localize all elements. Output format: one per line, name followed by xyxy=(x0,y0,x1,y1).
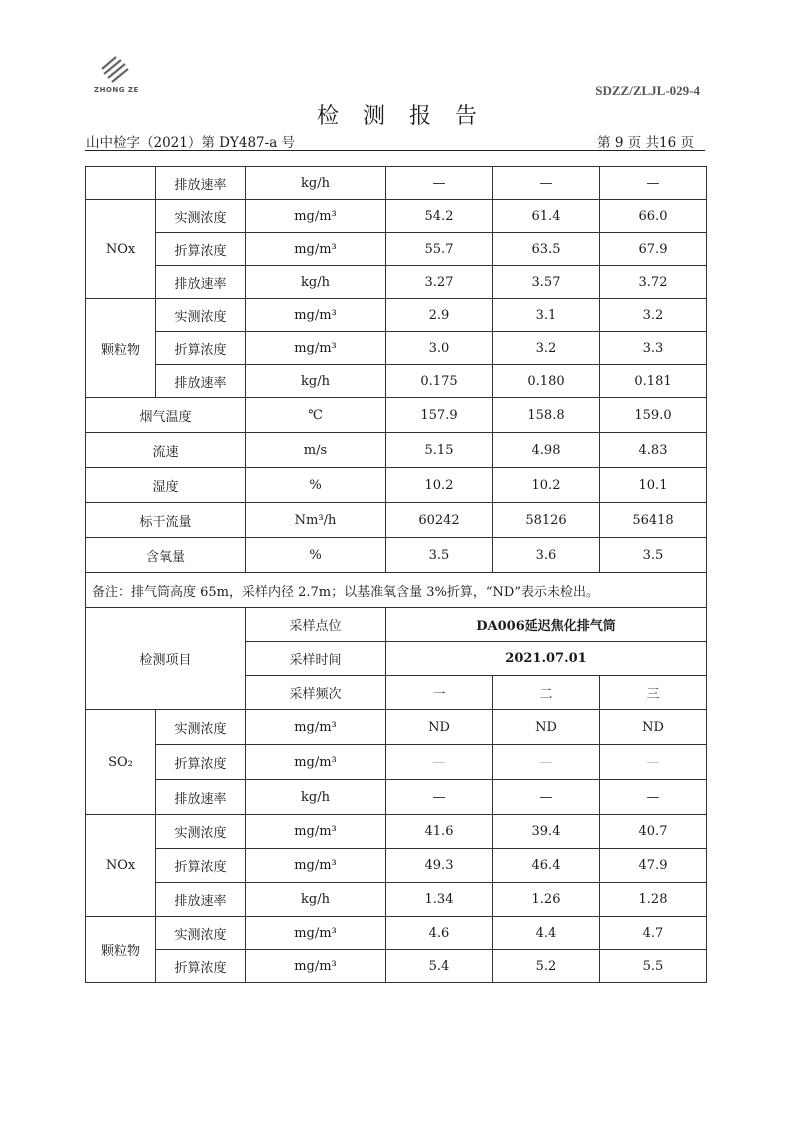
value-cell: 0.181 xyxy=(600,365,707,398)
value-cell: — xyxy=(493,745,600,780)
group-label-so2: SO₂ xyxy=(86,710,156,815)
unit-cell: mg/m³ xyxy=(246,815,386,849)
param-cell: 烟气温度 xyxy=(86,398,246,433)
value-cell: 39.4 xyxy=(493,815,600,849)
value-cell: 56418 xyxy=(600,503,707,538)
unit-cell: mg/m³ xyxy=(246,233,386,266)
item-cell: 实测浓度 xyxy=(156,815,246,849)
value-cell: 3.27 xyxy=(386,266,493,299)
page-title: 检测报告 xyxy=(316,104,501,129)
item-cell: 排放速率 xyxy=(156,883,246,917)
point-value: DA006延迟焦化排气筒 xyxy=(386,608,707,642)
value-cell: 4.98 xyxy=(493,433,600,468)
value-cell: 66.0 xyxy=(600,200,707,233)
value-cell: — xyxy=(386,780,493,815)
value-cell: 41.6 xyxy=(386,815,493,849)
param-cell: 标干流量 xyxy=(86,503,246,538)
value-cell: 1.28 xyxy=(600,883,707,917)
freq-cell: 二 xyxy=(493,676,600,710)
page-info: 第 9 页 共16 页 xyxy=(597,135,694,151)
table-row xyxy=(86,433,707,468)
group-label-particulates: 颗粒物 xyxy=(86,299,156,398)
unit-cell: kg/h xyxy=(246,883,386,917)
value-cell: ND xyxy=(493,710,600,745)
value-cell: 10.2 xyxy=(493,468,600,503)
table-row xyxy=(86,167,707,200)
table-row xyxy=(86,398,707,433)
value-cell: 10.1 xyxy=(600,468,707,503)
value-cell: 2.9 xyxy=(386,299,493,332)
item-cell: 实测浓度 xyxy=(156,710,246,745)
value-cell: 0.175 xyxy=(386,365,493,398)
value-cell: — xyxy=(600,780,707,815)
table-row xyxy=(86,950,707,983)
param-cell: 含氧量 xyxy=(86,538,246,573)
value-cell: 40.7 xyxy=(600,815,707,849)
value-cell: 10.2 xyxy=(386,468,493,503)
document-code: SDZZ/ZLJL-029-4 xyxy=(595,83,700,98)
unit-cell: ℃ xyxy=(246,398,386,433)
value-cell: 3.5 xyxy=(386,538,493,573)
group-label-nox xyxy=(86,200,156,299)
value-cell: 158.8 xyxy=(493,398,600,433)
value-cell: 47.9 xyxy=(600,849,707,883)
logo-stripes-icon xyxy=(94,55,138,87)
group-label-particulates: 颗粒物 xyxy=(86,917,156,983)
unit-cell: kg/h xyxy=(246,266,386,299)
table-row xyxy=(86,503,707,538)
table-row xyxy=(86,538,707,573)
group-cell xyxy=(86,167,156,200)
report-number: 山中检字（2021）第 DY487-a 号 xyxy=(86,135,296,151)
logo-text: ZHONG ZE xyxy=(94,86,139,94)
value-cell: — xyxy=(493,167,600,200)
unit-cell: % xyxy=(246,538,386,573)
value-cell: 1.26 xyxy=(493,883,600,917)
test-results-table xyxy=(85,166,707,983)
group-label-nox xyxy=(86,815,156,917)
item-cell: 折算浓度 xyxy=(156,950,246,983)
value-cell: — xyxy=(600,745,707,780)
point-label: 采样点位 xyxy=(246,608,386,642)
table-row xyxy=(86,745,707,780)
value-cell: 67.9 xyxy=(600,233,707,266)
unit-cell: % xyxy=(246,468,386,503)
item-cell: 排放速率 xyxy=(156,365,246,398)
table-row xyxy=(86,365,707,398)
item-cell: 排放速率 xyxy=(156,167,246,200)
value-cell: 54.2 xyxy=(386,200,493,233)
value-cell: 3.6 xyxy=(493,538,600,573)
header-divider xyxy=(85,150,705,151)
unit-cell: mg/m³ xyxy=(246,950,386,983)
unit-cell: mg/m³ xyxy=(246,710,386,745)
company-logo xyxy=(94,55,138,97)
value-cell: 4.4 xyxy=(493,917,600,950)
value-cell: 63.5 xyxy=(493,233,600,266)
value-cell: 3.0 xyxy=(386,332,493,365)
table-row xyxy=(86,332,707,365)
note-text: 备注：排气筒高度 65m，采样内径 2.7m；以基准氧含量 3%折算，“ND”表示未检出。 xyxy=(86,573,707,608)
item-cell: 实测浓度 xyxy=(156,299,246,332)
unit-cell: kg/h xyxy=(246,365,386,398)
unit-cell: mg/m³ xyxy=(246,917,386,950)
unit-cell: mg/m³ xyxy=(246,332,386,365)
value-cell: — xyxy=(386,745,493,780)
value-cell: 5.15 xyxy=(386,433,493,468)
group-label-text: NOx xyxy=(105,858,136,873)
value-cell: 3.2 xyxy=(600,299,707,332)
value-cell: 0.180 xyxy=(493,365,600,398)
value-cell: 3.3 xyxy=(600,332,707,365)
unit-cell: m/s xyxy=(246,433,386,468)
value-cell: 60242 xyxy=(386,503,493,538)
table-row xyxy=(86,883,707,917)
value-cell: ND xyxy=(600,710,707,745)
value-cell: — xyxy=(600,167,707,200)
item-cell: 排放速率 xyxy=(156,780,246,815)
group-label-text: NOx xyxy=(105,241,136,257)
value-cell: 55.7 xyxy=(386,233,493,266)
item-cell: 实测浓度 xyxy=(156,917,246,950)
item-cell: 折算浓度 xyxy=(156,849,246,883)
value-cell: 46.4 xyxy=(493,849,600,883)
value-cell: 58126 xyxy=(493,503,600,538)
value-cell: 5.5 xyxy=(600,950,707,983)
table-row xyxy=(86,299,707,332)
unit-cell: Nm³/h xyxy=(246,503,386,538)
item-cell: 折算浓度 xyxy=(156,332,246,365)
table-row xyxy=(86,815,707,849)
value-cell: 49.3 xyxy=(386,849,493,883)
item-cell: 折算浓度 xyxy=(156,233,246,266)
unit-cell: kg/h xyxy=(246,167,386,200)
unit-cell: kg/h xyxy=(246,780,386,815)
time-label: 采样时间 xyxy=(246,642,386,676)
table-row xyxy=(86,233,707,266)
table-row xyxy=(86,468,707,503)
item-cell: 排放速率 xyxy=(156,266,246,299)
value-cell: 157.9 xyxy=(386,398,493,433)
param-cell: 流速 xyxy=(86,433,246,468)
freq-label: 采样频次 xyxy=(246,676,386,710)
value-cell: — xyxy=(493,780,600,815)
value-cell: 3.1 xyxy=(493,299,600,332)
value-cell: ND xyxy=(386,710,493,745)
table-row xyxy=(86,917,707,950)
freq-cell: 一 xyxy=(386,676,493,710)
table-row xyxy=(86,710,707,745)
value-cell: — xyxy=(386,167,493,200)
table-row xyxy=(86,200,707,233)
value-cell: 4.7 xyxy=(600,917,707,950)
unit-cell: mg/m³ xyxy=(246,849,386,883)
freq-cell: 三 xyxy=(600,676,707,710)
item-header: 检测项目 xyxy=(86,608,246,710)
value-cell: 159.0 xyxy=(600,398,707,433)
table-row xyxy=(86,608,707,642)
value-cell: 4.6 xyxy=(386,917,493,950)
unit-cell: mg/m³ xyxy=(246,299,386,332)
value-cell: 3.72 xyxy=(600,266,707,299)
value-cell: 4.83 xyxy=(600,433,707,468)
value-cell: 61.4 xyxy=(493,200,600,233)
table-row xyxy=(86,849,707,883)
time-value: 2021.07.01 xyxy=(386,642,707,676)
value-cell: 5.2 xyxy=(493,950,600,983)
unit-cell: mg/m³ xyxy=(246,200,386,233)
table-row xyxy=(86,266,707,299)
param-cell: 湿度 xyxy=(86,468,246,503)
item-cell: 折算浓度 xyxy=(156,745,246,780)
item-cell: 实测浓度 xyxy=(156,200,246,233)
unit-cell: mg/m³ xyxy=(246,745,386,780)
value-cell: 5.4 xyxy=(386,950,493,983)
value-cell: 1.34 xyxy=(386,883,493,917)
note-row xyxy=(86,573,707,608)
value-cell: 3.57 xyxy=(493,266,600,299)
table-row xyxy=(86,780,707,815)
value-cell: 3.2 xyxy=(493,332,600,365)
value-cell: 3.5 xyxy=(600,538,707,573)
